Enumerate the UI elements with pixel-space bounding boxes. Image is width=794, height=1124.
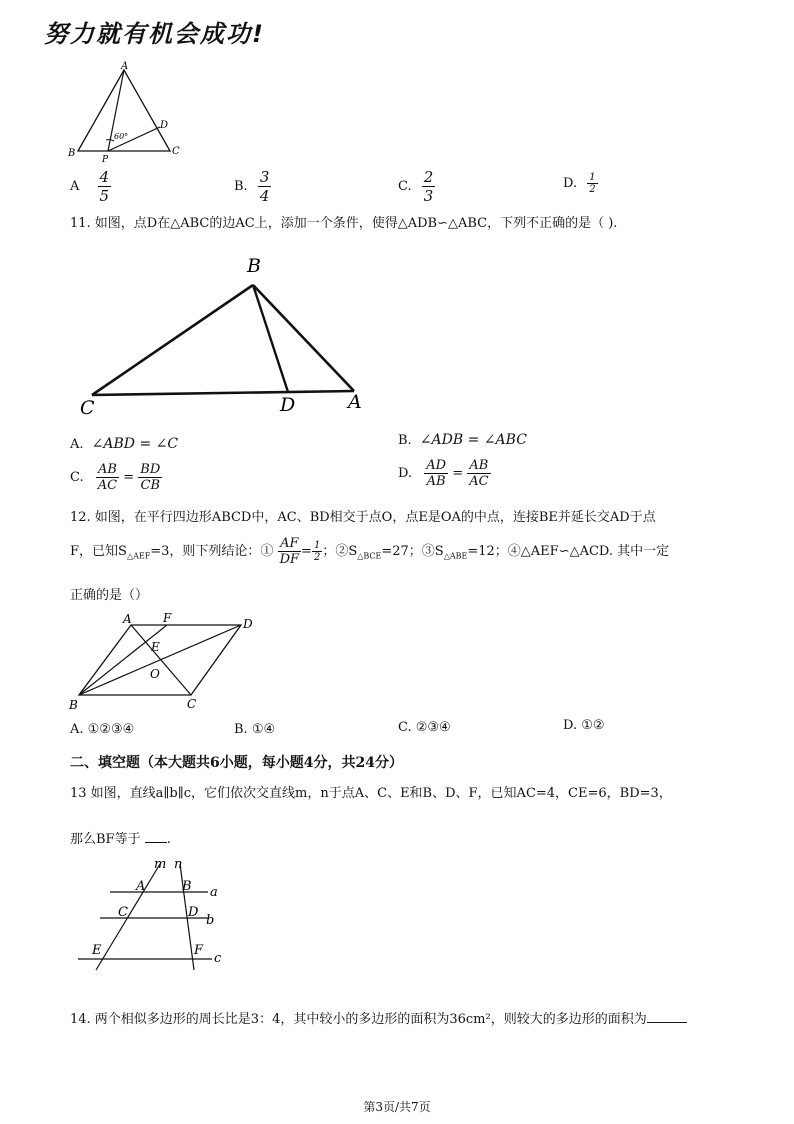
q12-option-d[interactable]: D. ①② xyxy=(563,718,605,733)
fraction-numerator: 2 xyxy=(423,168,434,186)
q12-stem-line3: 正确的是（） xyxy=(70,588,149,603)
q13-label-B: B xyxy=(182,879,192,894)
fraction-numerator: AB xyxy=(96,462,119,478)
q13-label-D: D xyxy=(188,905,199,920)
q10-label-P: P xyxy=(102,155,109,163)
option-text: ∠ABD = ∠C xyxy=(91,436,179,452)
section-heading: 二、填空题（本大题共6小题，每小题4分，共24分） xyxy=(70,755,403,771)
fraction-denominator: CB xyxy=(140,478,161,493)
q13-stem-line2 xyxy=(70,828,171,847)
fraction-numerator: 4 xyxy=(99,168,110,186)
q12-subscript: △AEF xyxy=(126,551,151,561)
q12-label-B: B xyxy=(69,698,78,712)
q14-stem xyxy=(70,1008,687,1027)
q12-label-E: E xyxy=(151,640,160,654)
q13-label-c: c xyxy=(214,951,222,966)
option-letter: C. xyxy=(398,179,412,194)
fraction-numerator: AF xyxy=(278,536,301,552)
fraction-numerator: 3 xyxy=(259,168,270,186)
q12-subscript: △BCE xyxy=(357,551,382,561)
q10-triangle-figure xyxy=(60,58,200,163)
q13-stem-line1: 13 如图，直线a∥b∥c，它们依次交直线m，n于点A、C、E和B、D、F，已知AC=4，CE=6，BD=3， xyxy=(70,786,672,801)
q12-label-A: A xyxy=(123,612,132,626)
fraction-denominator: 4 xyxy=(259,187,270,205)
q12-text: F，已知S xyxy=(70,544,127,559)
q12-stem-line1: 12. 如图，在平行四边形ABCD中，AC、BD相交于点O，点E是OA的中点，连接BE并延长交AD于点 xyxy=(70,510,656,525)
q13-label-E: E xyxy=(92,943,102,958)
q12-text: =12；④△AEF∽△ACD. 其中一定 xyxy=(467,544,670,559)
q12-parallelogram-figure xyxy=(65,608,265,713)
q10-option-a[interactable] xyxy=(70,168,111,205)
q12-option-a[interactable]: A. ①②③④ xyxy=(70,722,135,737)
q12-text: =3，则下列结论：① xyxy=(150,544,274,559)
fraction-denominator: DF xyxy=(279,552,300,567)
fraction-numerator: AB xyxy=(467,458,490,474)
fraction-denominator: AC xyxy=(469,474,489,489)
equals-sign: = xyxy=(452,466,464,481)
page-number-footer: 第3页/共7页 xyxy=(363,1100,431,1114)
option-letter: C. xyxy=(70,470,84,485)
fraction-denominator: 2 xyxy=(589,184,596,195)
fraction-denominator: 3 xyxy=(423,187,434,205)
fraction-numerator: 1 xyxy=(589,172,596,183)
q12-text: ；②S xyxy=(322,544,358,559)
option-letter: D. xyxy=(563,176,578,191)
q14-text: 14. 两个相似多边形的周长比是3：4，其中较小的多边形的面积为36cm²，则较大的多边形的面积为 xyxy=(70,1012,647,1027)
answer-blank[interactable] xyxy=(647,1022,687,1023)
q12-label-D: D xyxy=(243,617,253,631)
q10-angle-label: 60° xyxy=(114,132,129,141)
q13-label-C: C xyxy=(118,905,128,920)
q12-subscript: △ABE xyxy=(443,551,468,561)
q13-label-A: A xyxy=(136,879,146,894)
q10-option-b[interactable] xyxy=(234,168,271,205)
q13-text: 那么BF等于 xyxy=(70,832,141,847)
q11-stem: 11. 如图，点D在△ABC的边AC上，添加一个条件，使得△ADB∽△ABC，下列不正确的是（ ). xyxy=(70,216,618,231)
q13-label-n: n xyxy=(174,857,183,872)
q11-triangle-figure xyxy=(75,250,375,420)
q11-label-C: C xyxy=(80,397,95,419)
q11-option-a[interactable] xyxy=(70,436,178,452)
q11-label-A: A xyxy=(348,391,362,413)
q11-label-D: D xyxy=(280,394,296,416)
q11-option-d[interactable] xyxy=(398,458,491,489)
fraction-denominator: 5 xyxy=(99,187,110,205)
q12-label-C: C xyxy=(187,697,197,711)
equals-sign: = xyxy=(123,470,135,485)
fraction-denominator: AC xyxy=(97,478,118,493)
answer-blank[interactable] xyxy=(145,842,167,843)
q13-label-F: F xyxy=(194,943,204,958)
q12-option-c[interactable]: C. ②③④ xyxy=(398,720,451,735)
q12-text: = xyxy=(301,544,312,559)
q10-label-D: D xyxy=(160,120,169,131)
q10-label-C: C xyxy=(172,146,180,157)
q13-parallel-lines-figure xyxy=(70,852,240,972)
q13-label-m: m xyxy=(154,857,167,872)
option-letter: D. xyxy=(398,466,413,481)
q12-stem-line2 xyxy=(70,536,669,567)
fraction-numerator: AD xyxy=(426,458,447,473)
q10-option-c[interactable] xyxy=(398,168,435,205)
q11-label-B: B xyxy=(247,255,261,277)
q12-text: =27；③S xyxy=(381,544,444,559)
option-letter: A. xyxy=(70,437,84,452)
fraction-numerator: 1 xyxy=(313,540,321,551)
option-letter: A xyxy=(70,179,80,194)
q13-text: . xyxy=(166,832,171,847)
q12-label-O: O xyxy=(150,667,160,681)
option-letter: B. xyxy=(398,433,412,448)
fraction-numerator: BD xyxy=(140,462,161,477)
q11-option-c[interactable] xyxy=(70,462,162,493)
q10-label-A: A xyxy=(121,61,129,72)
fraction-denominator: 2 xyxy=(313,552,321,563)
q10-option-d[interactable] xyxy=(563,172,598,195)
q10-label-B: B xyxy=(68,148,76,159)
q12-option-b[interactable]: B. ①④ xyxy=(234,722,276,737)
fraction-denominator: AB xyxy=(426,474,446,489)
q13-label-b: b xyxy=(206,913,215,928)
option-text: ∠ADB = ∠ABC xyxy=(419,432,527,448)
q12-label-F: F xyxy=(163,611,172,625)
motto-banner: 努力就有机会成功! xyxy=(44,20,265,48)
q13-label-a: a xyxy=(210,885,218,900)
q11-option-b[interactable] xyxy=(398,432,527,448)
option-letter: B. xyxy=(234,179,248,194)
